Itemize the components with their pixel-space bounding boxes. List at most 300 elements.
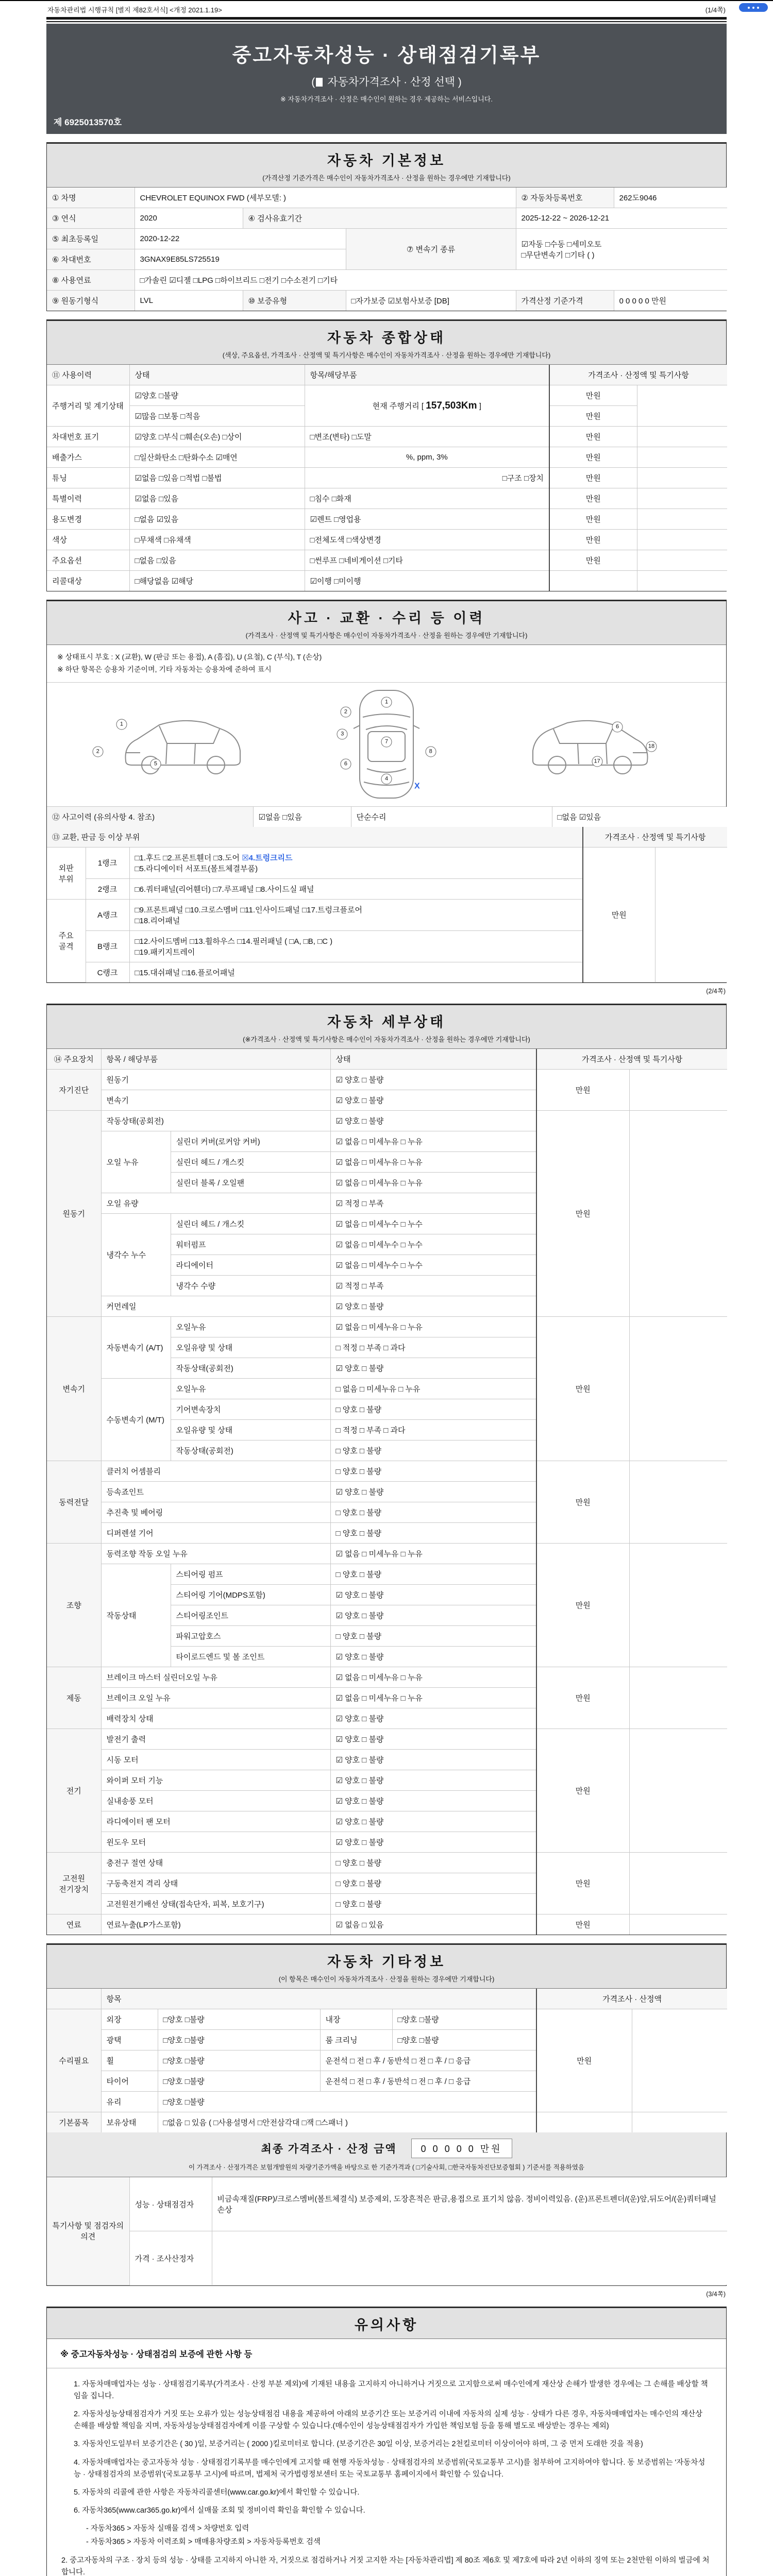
accident-history-label: ⑫ 사고이력 (유의사항 4. 참조) [47, 807, 253, 827]
group-engine: 원동기 [47, 1111, 101, 1317]
law-reference: 자동차관리법 시행규칙 [별지 제82호서식] <개정 2021.1.19> [47, 6, 222, 14]
status-cell: ☑ 양호 □ 불량 [330, 1358, 536, 1379]
notice-header [47, 2308, 726, 2339]
note-transmission [629, 1317, 727, 1461]
badge-dot-icon [748, 7, 750, 9]
basic-info-table [47, 188, 727, 311]
glass-label: 유리 [101, 2092, 158, 2112]
item: 브레이크 오일 누유 [101, 1688, 330, 1708]
inspector-opinion: 비금속재질(FRP)/크로스멤버(볼트체결식) 보증제외, 도장흔적은 판금,용접으로 표기치 않음. 정비이력있음. (운)프론트펜더/(운)앞,뒤도어/(운)쿼터패널 손상 [212, 2177, 727, 2231]
top-rule-thick [46, 17, 727, 20]
notice-sec1-title: ※ 중고자동차성능 · 상태점검의 보증에 관한 사항 등 [47, 2339, 726, 2368]
document-title: 중고자동차성능 · 상태점검기록부 [232, 45, 541, 66]
item: 실린더 커버(로커암 커버) [171, 1131, 330, 1152]
recall-state: □해당없음 ☑해당 [129, 571, 305, 591]
final-price-note: 이 가격조사 · 산정가격은 보험개발원의 차량기준가액을 바탕으로 한 기준가격과 ( □기술사회, □한국자동차진단보증협회 ) 기준서를 적용하였음 [189, 2164, 584, 2172]
price-powertrain: 만원 [536, 1461, 629, 1544]
rankA-line2: □18.리어패널 [135, 916, 180, 925]
top-right-badge[interactable] [739, 3, 768, 12]
item: 배력장치 상태 [101, 1708, 330, 1729]
options-item: □썬루프 □네비게이션 □기타 [305, 550, 549, 571]
emission-label: 배출가스 [47, 447, 129, 468]
notice-sec1-body [47, 2368, 726, 2576]
vin-mark-label: 차대번호 표기 [47, 427, 129, 447]
status-cell: ☑ 양호 □ 불량 [330, 1750, 536, 1770]
diagram-part-number: 7 [381, 736, 392, 747]
status-cell: ☑ 양호 □ 불량 [330, 1647, 536, 1667]
mileage-label: 주행거리 및 계기상태 [47, 385, 129, 427]
status-cell: □ 양호 □ 불량 [330, 1626, 536, 1647]
item: 스티어링 기어(MDPS포함) [171, 1585, 330, 1605]
status-cell: ☑ 없음 □ 미세누유 □ 누유 [330, 1131, 536, 1152]
notice-title: 유의사항 [354, 2317, 419, 2333]
notice-sec1-dash-list [47, 2523, 726, 2548]
engine-type-label: ⑨ 원동기형식 [47, 291, 135, 311]
base-price-label: 가격산정 기준가격 [516, 291, 614, 311]
interior-state: □양호 □불량 [392, 2009, 536, 2030]
vin-mark-state: ☑양호 □부식 □훼손(오손) □상이 [129, 427, 305, 447]
status-cell: □ 양호 □ 불량 [330, 1502, 536, 1523]
model-year-value: 2020 [135, 208, 243, 229]
exterior-state: □양호 □불량 [158, 2009, 320, 2030]
note-powertrain [629, 1461, 727, 1544]
note-fuel [629, 1914, 727, 1935]
possession-label: 보유상태 [101, 2112, 158, 2133]
col-item: 항목/해당부품 [305, 365, 549, 385]
panel-frame-table [47, 827, 727, 983]
status-cell: ☑ 양호 □ 불량 [330, 1708, 536, 1729]
options-note [637, 550, 727, 571]
status-cell: ☑ 없음 □ 미세누유 □ 누유 [330, 1667, 536, 1688]
panel-header: ⑬ 교환, 판금 등 이상 부위 [47, 827, 583, 848]
detail-title: 자동차 세부상태 [327, 1014, 446, 1030]
section-other-info [46, 1943, 727, 2286]
color-note [637, 530, 727, 550]
status-cell: ☑ 양호 □ 불량 [330, 1585, 536, 1605]
overall-table [47, 365, 727, 591]
appraiser-opinion [212, 2231, 727, 2285]
price-selfdiag: 만원 [536, 1070, 629, 1111]
note-electrical [629, 1729, 727, 1853]
item: 추진축 및 베어링 [101, 1502, 330, 1523]
accident-subtitle: (가격조사 · 산정액 및 특기사항은 매수인이 자동차가격조사 · 산정을 원하는 경우에만 기재합니다) [245, 632, 528, 639]
vin-label: ⑥ 차대번호 [47, 249, 135, 270]
basic-items-note [632, 2112, 727, 2133]
item: 구동축전지 격리 상태 [101, 1873, 330, 1894]
status-cell: ☑ 양호 □ 불량 [330, 1605, 536, 1626]
sub-coolant-leak: 냉각수 누수 [101, 1214, 171, 1296]
section-overall-condition [46, 319, 727, 591]
mileage-post: ] [477, 401, 481, 411]
color-label: 색상 [47, 530, 129, 550]
diagram-part-number: 5 [150, 758, 161, 769]
col-part: 항목 / 해당부품 [101, 1049, 330, 1070]
group-steering: 조향 [47, 1544, 101, 1667]
reg-no-value: 262도9046 [614, 188, 727, 208]
notice-item: 2. 자동차성능상태점검자가 거짓 또는 오류가 있는 성능상태점검 내용을 제공하여 아래의 보증기간 또는 보증거리 이내에 자동차의 실제 성능 · 상태가 다른 경우, 자동차매매업자는 매수인의 재산상 손해를 배상할 책임을 지며, 자동차성능상태점검자에게 이를 구상할 수 있습니다.(매수인이 성능상태점검자가 가입한 책임보험 등을 통해 별도로 배상받는 경우는 제외) [74, 2410, 703, 2431]
emission-state: □일산화탄소 □탄화수소 ☑매연 [129, 447, 305, 468]
item: 충전구 절연 상태 [101, 1853, 330, 1873]
item: 워터펌프 [171, 1234, 330, 1255]
status-cell: ☑ 양호 □ 불량 [330, 1070, 536, 1090]
rank1-line2: □5.라디에이터 서포트(볼트체결부품) [135, 864, 258, 873]
col-detail-state: 상태 [330, 1049, 536, 1070]
sub-mt: 수동변속기 (M/T) [101, 1379, 171, 1461]
recall-note [637, 571, 727, 591]
tuning-note [637, 468, 727, 488]
inspection-valid-label: ④ 검사유효기간 [243, 208, 516, 229]
diagram-part-number: 6 [612, 721, 623, 732]
recall-label: 리콜대상 [47, 571, 129, 591]
panel-price-header: 가격조사 · 산정액 및 특기사항 [583, 827, 727, 848]
note-steering [629, 1544, 727, 1667]
item: 오일유량 및 상태 [171, 1420, 330, 1440]
basic-items-price [536, 2112, 632, 2133]
item: 등속죠인트 [101, 1482, 330, 1502]
diagram-part-number: 3 [337, 729, 348, 740]
status-cell: ☑ 없음 □ 미세누유 □ 누유 [330, 1688, 536, 1708]
final-price-amount: 0 0 0 0 0 만원 [411, 2139, 512, 2158]
transmission-label: ⑦ 변속기 종류 [346, 229, 516, 270]
page-number-3: (3/4쪽) [706, 2290, 726, 2298]
options-label: 주요옵션 [47, 550, 129, 571]
status-cell: □ 적정 □ 부족 □ 과다 [330, 1420, 536, 1440]
tuning-item: □구조 □장치 [305, 468, 549, 488]
col-device: ⑭ 주요장치 [47, 1049, 101, 1070]
mileage-price-1: 만원 [549, 385, 637, 406]
notice-item: 3. 자동차인도일부터 보증기간은 ( 30 )일, 보증거리는 ( 2000 )킬로미터로 합니다. (보증기간은 30일 이상, 보증거리는 2천킬로미터 이상이어야 하며, 그 중 먼저 도래한 것을 적용) [74, 2440, 643, 2449]
color-item: □전체도색 □색상변경 [305, 530, 549, 550]
diagram-part-number: 1 [381, 697, 392, 707]
vin-mark-note [637, 427, 727, 447]
item: 작동상태(공회전) [171, 1440, 330, 1461]
item: 오일누유 [171, 1379, 330, 1399]
warranty-type-value: □자가보증 ☑보험사보증 [DB] [346, 291, 516, 311]
item: 작동상태(공회전) [101, 1111, 330, 1131]
item: 연료누출(LP가스포함) [101, 1914, 330, 1935]
transmission-value [516, 229, 727, 270]
rankB-label: B랭크 [86, 930, 129, 962]
legend-line-1: ※ 상태표시 부호 : X (교환), W (판금 또는 용접), A (흠집), U (요철), C (부식), T (손상) [57, 653, 322, 661]
outer-panel-label: 외판 부위 [47, 847, 86, 899]
detail-subtitle: (※가격조사 · 산정액 및 특기사항은 매수인이 자동차가격조사 · 산정을 원하는 경우에만 기재합니다) [243, 1036, 530, 1044]
vin-value: 3GNAX9E85LS725519 [135, 249, 346, 270]
model-year-label: ③ 연식 [47, 208, 135, 229]
wheel-label: 휠 [101, 2050, 158, 2071]
tuning-state: ☑없음 □있음 □적법 □불법 [129, 468, 305, 488]
fuel-label: ⑧ 사용연료 [47, 270, 135, 291]
options-state: □없음 □있음 [129, 550, 305, 571]
color-state: □무채색 □유채색 [129, 530, 305, 550]
notice-item: 1. 자동차매매업자는 성능 · 상태점검기록부(가격조사 · 산정 부분 제외)에 기재된 내용을 고지하지 아니하거나 거짓으로 고지함으로써 매수인에게 재산상 손해가 발생한 경우에는 그 손해를 배상할 책임을 집니다. [74, 2380, 708, 2400]
item: 클러치 어셈블리 [101, 1461, 330, 1482]
item: 커먼레일 [101, 1296, 330, 1317]
selected-checkbox-icon [316, 78, 323, 87]
inspection-valid-value: 2025-12-22 ~ 2026-12-21 [516, 208, 727, 229]
rankB-items [129, 930, 583, 962]
item: 스티어링 펌프 [171, 1564, 330, 1585]
page-number-2: (2/4쪽) [706, 988, 726, 995]
notice-item: 6. 자동차365(www.car365.go.kr)에서 실매물 조회 및 정비이력 확인을 확인할 수 있습니다. [74, 2506, 365, 2515]
group-powertrain: 동력전달 [47, 1461, 101, 1544]
status-cell: ☑ 없음 □ 미세누유 □ 누유 [330, 1152, 536, 1173]
accident-title: 사고 · 교환 · 수리 등 이력 [288, 611, 485, 626]
group-electrical: 전기 [47, 1729, 101, 1853]
detail-table [47, 1049, 727, 1935]
mileage-note [637, 385, 727, 427]
col-price: 가격조사 · 산정액 및 특기사항 [549, 365, 727, 385]
group-selfdiag: 자기진단 [47, 1070, 101, 1111]
rankA-line1: □9.프론트패널 □10.크로스멤버 □11.인사이드패널 □17.트렁크플로어 [135, 905, 362, 914]
item: 라디에이터 팬 모터 [101, 1811, 330, 1832]
warranty-type-label: ⑩ 보증유형 [243, 291, 346, 311]
sub-steer-work: 작동상태 [101, 1564, 171, 1667]
detail-header [47, 1005, 726, 1049]
status-cell: □ 양호 □ 불량 [330, 1564, 536, 1585]
status-cell: ☑ 양호 □ 불량 [330, 1770, 536, 1791]
rankC-items: □15.대쉬패널 □16.플로어패널 [129, 962, 583, 982]
item: 발전기 출력 [101, 1729, 330, 1750]
status-cell: ☑ 없음 □ 미세누수 □ 누수 [330, 1214, 536, 1234]
fuel-options: □가솔린 ☑디젤 □LPG □하이브리드 □전기 □수소전기 □기타 [135, 270, 727, 291]
status-cell: ☑ 없음 □ 미세누수 □ 누수 [330, 1255, 536, 1276]
wheel-detail: 운전석 □ 전 □ 후 / 동반석 □ 전 □ 후 / □ 응급 [320, 2050, 536, 2071]
inspector-label: 성능 · 상태점검자 [129, 2177, 212, 2231]
document-subtitle [46, 74, 727, 89]
special-history-price: 만원 [549, 488, 637, 509]
engine-type-value: LVL [135, 291, 243, 311]
section-detail-condition [46, 1004, 727, 1935]
item: 디퍼렌셜 기어 [101, 1523, 330, 1544]
note-highvoltage [629, 1853, 727, 1914]
emission-price: 만원 [549, 447, 637, 468]
item: 실린더 블록 / 오일팬 [171, 1173, 330, 1193]
notice-item: 5. 자동차의 리콜에 관한 사항은 자동차리콜센터(www.car.go.kr)에서 확인할 수 있습니다. [74, 2488, 360, 2497]
overall-subtitle: (색상, 주요옵션, 가격조사 · 산정액 및 특기사항은 매수인이 자동차가격조사 · 산정을 원하는 경우에만 기재합니다) [222, 351, 551, 359]
basic-info-header [47, 144, 726, 188]
item: 스티어링조인트 [171, 1605, 330, 1626]
status-cell: ☑ 양호 □ 불량 [330, 1832, 536, 1853]
status-cell: ☑ 양호 □ 불량 [330, 1090, 536, 1111]
item: 실린더 헤드 / 개스킷 [171, 1152, 330, 1173]
badge-dot-icon [752, 7, 754, 9]
repair-price: 만원 [536, 2009, 632, 2112]
subtitle-paren: ( [311, 76, 315, 88]
accident-summary-table [47, 807, 727, 827]
item: 원동기 [101, 1070, 330, 1090]
diagram-part-number: 1 [116, 719, 127, 730]
roomcleaning-state: □양호 □불량 [392, 2030, 536, 2050]
status-cell: ☑ 없음 □ 미세누수 □ 누수 [330, 1234, 536, 1255]
item: 와이퍼 모터 기능 [101, 1770, 330, 1791]
item: 오일누유 [171, 1317, 330, 1337]
diagram-part-number: 8 [425, 746, 436, 757]
repair-needed-label: 수리필요 [47, 2009, 101, 2112]
options-price: 만원 [549, 550, 637, 571]
notice-sec1-list [47, 2379, 726, 2517]
item: 브레이크 마스터 실린더오일 누유 [101, 1667, 330, 1688]
tire-state: □양호 □불량 [158, 2071, 320, 2092]
rankC-label: C랭크 [86, 962, 129, 982]
state-code-legend [47, 645, 726, 683]
status-cell: ☑ 없음 □ 미세누유 □ 누유 [330, 1544, 536, 1564]
base-price-value: 0 0 0 0 0 만원 [614, 291, 727, 311]
simple-repair-state: □없음 ☑있음 [552, 807, 727, 827]
mileage-value: 157,503Km [426, 400, 477, 411]
overall-header [47, 321, 726, 365]
exterior-label: 외장 [101, 2009, 158, 2030]
document [46, 1, 727, 2576]
item: 라디에이터 [171, 1255, 330, 1276]
car-name-label: ① 차명 [47, 188, 135, 208]
use-change-state: □없음 ☑있음 [129, 509, 305, 530]
final-price-label: 최종 가격조사 · 산정 금액 [261, 2143, 397, 2156]
status-cell: □ 양호 □ 불량 [330, 1523, 536, 1544]
final-price-band [47, 2132, 726, 2177]
item: 작동상태(공회전) [171, 1358, 330, 1379]
status-cell: □ 양호 □ 불량 [330, 1461, 536, 1482]
sub-at: 자동변속기 (A/T) [101, 1317, 171, 1379]
mileage-state-2: ☑많음 □보통 □적음 [129, 406, 305, 427]
other-subtitle: (이 항목은 매수인이 자동차가격조사 · 산정을 원하는 경우에만 기재합니다) [278, 1975, 495, 1984]
rank1-label: 1랭크 [86, 847, 129, 878]
status-cell: □ 양호 □ 불량 [330, 1853, 536, 1873]
notice-item: - 자동차365 > 자동차 이력조회 > 매매용차량조회 > 자동차등록번호 검색 [86, 2538, 321, 2547]
status-cell: ☑ 적정 □ 부족 [330, 1193, 536, 1214]
status-cell: ☑ 양호 □ 불량 [330, 1791, 536, 1811]
mileage-state-1: ☑양호 □불량 [129, 385, 305, 406]
item: 오일 유량 [101, 1193, 330, 1214]
masthead [46, 24, 727, 110]
other-col-item: 항목 [101, 1989, 536, 2009]
special-history-note [637, 488, 727, 509]
item: 오일유량 및 상태 [171, 1337, 330, 1358]
rankA-items [129, 899, 583, 930]
main-frame-label: 주요 골격 [47, 899, 86, 982]
col-state: 상태 [129, 365, 305, 385]
rankB-line2: □19.패키지트레이 [135, 947, 195, 957]
car-front-quarter-view-icon [110, 703, 249, 786]
recall-price [549, 571, 637, 591]
rank2-items: □6.쿼터패널(리어휀더) □7.루프패널 □8.사이드실 패널 [129, 878, 583, 899]
section-accident-history [46, 600, 727, 983]
subtitle-text: 자동차가격조사 · 산정 선택 ) [327, 76, 462, 88]
item: 고전원전기배선 상태(접속단자, 피복, 보호기구) [101, 1894, 330, 1914]
vin-mark-item: □변조(변타) □도말 [305, 427, 549, 447]
wheel-state: □양호 □불량 [158, 2050, 320, 2071]
document-meta [46, 1, 727, 16]
car-rear-quarter-view-icon [524, 703, 663, 786]
group-fuel: 연료 [47, 1914, 101, 1935]
item: 실내송풍 모터 [101, 1791, 330, 1811]
rank2-label: 2랭크 [86, 878, 129, 899]
diagram-part-number: 17 [592, 756, 602, 767]
roomcleaning-label: 룸 크리닝 [320, 2030, 392, 2050]
section-notice [46, 2307, 727, 2576]
rankA-label: A랭크 [86, 899, 129, 930]
col-use-history: ⑪ 사용이력 [47, 365, 129, 385]
diagram-part-number: 4 [381, 773, 392, 784]
notice-item: 2. 중고자동차의 구조 · 장치 등의 성능 · 상태를 고지하지 아니한 자, 거짓으로 점검하거나 거짓 고지한 자는 [자동차관리법] 제 80조 제6호 및 제7호에 따라 2년 이하의 징역 또는 2천만원 이하의 벌금에 처합니다. [61, 2556, 710, 2576]
possession-state: □없음 □ 있음 ( □사용설명서 □안전삼각대 □잭 □스패너 ) [158, 2112, 536, 2133]
notice-main-list [47, 2555, 726, 2576]
status-cell: ☑ 없음 □ 미세누유 □ 누유 [330, 1173, 536, 1193]
item: 냉각수 수량 [171, 1276, 330, 1296]
opinion-table [47, 2177, 727, 2285]
transmission-options-2: □무단변속기 □기타 ( ) [521, 250, 595, 260]
other-header [47, 1945, 726, 1989]
item: 기어변속장치 [171, 1399, 330, 1420]
status-cell: □ 없음 □ 미세누유 □ 누유 [330, 1379, 536, 1399]
status-cell: ☑ 적정 □ 부족 [330, 1276, 536, 1296]
accident-history-state: ☑없음 □있음 [253, 807, 351, 827]
note-engine [629, 1111, 727, 1317]
status-cell: □ 양호 □ 불량 [330, 1873, 536, 1894]
status-cell: ☑ 없음 □ 미세누유 □ 누유 [330, 1317, 536, 1337]
use-change-note [637, 509, 727, 530]
badge-dot-icon [757, 7, 759, 9]
item: 타이로드엔드 및 볼 조인트 [171, 1647, 330, 1667]
use-change-price: 만원 [549, 509, 637, 530]
legend-line-2: ※ 하단 항목은 승용차 기준이며, 기타 자동차는 승용차에 준하여 표시 [57, 665, 272, 673]
diagram-part-number: 2 [340, 707, 351, 718]
section-basic-info [46, 142, 727, 311]
rankB-line1: □12.사이드멤버 □13.휠하우스 □14.필러패널 ( □A, □B, □C ) [135, 937, 333, 946]
repair-note [632, 2009, 727, 2112]
price-highvoltage: 만원 [536, 1853, 629, 1914]
special-history-label: 특별이력 [47, 488, 129, 509]
document-note: ※ 자동차가격조사 · 산정은 매수인이 원하는 경우 제공하는 서비스입니다. [280, 95, 493, 103]
status-cell: □ 적정 □ 부족 □ 과다 [330, 1337, 536, 1358]
rank1-pre: □1.후드 □2.프론트휀더 □3.도어 [135, 853, 242, 862]
group-transmission: 변속기 [47, 1317, 101, 1461]
panel-note [655, 847, 727, 982]
special-history-item: □침수 □화재 [305, 488, 549, 509]
item: 윈도우 모터 [101, 1832, 330, 1853]
damage-marker-x: X [414, 782, 420, 791]
status-cell: ☑ 양호 □ 불량 [330, 1111, 536, 1131]
appraiser-label: 가격 · 조사산정자 [129, 2231, 212, 2285]
diagram-part-number: 18 [646, 741, 657, 752]
mileage-pre: 현재 주행거리 [ [372, 401, 426, 411]
status-cell: ☑ 없음 □ 있음 [330, 1914, 536, 1935]
diagram-part-number: 2 [92, 746, 103, 757]
item: 변속기 [101, 1090, 330, 1111]
document-number: 제 6925013570호 [46, 110, 727, 134]
price-transmission: 만원 [536, 1317, 629, 1461]
notice-item: - 자동차365 > 자동차 실매물 검색 > 차량번호 입력 [86, 2524, 249, 2533]
diagram-part-number: 6 [340, 758, 351, 769]
interior-label: 내장 [320, 2009, 392, 2030]
transmission-options-1: ☑자동 □수동 □세미오토 [521, 240, 602, 249]
other-col-blank [47, 1989, 101, 2009]
recall-item: ☑이행 □미이행 [305, 571, 549, 591]
color-price: 만원 [549, 530, 637, 550]
tire-detail: 운전석 □ 전 □ 후 / 동반석 □ 전 □ 후 / □ 응급 [320, 2071, 536, 2092]
tuning-label: 튜닝 [47, 468, 129, 488]
price-fuel: 만원 [536, 1914, 629, 1935]
polish-label: 광택 [101, 2030, 158, 2050]
emission-note [637, 447, 727, 468]
reg-no-label: ② 자동차등록번호 [516, 188, 614, 208]
glass-state: □양호 □불량 [158, 2092, 536, 2112]
price-steering: 만원 [536, 1544, 629, 1667]
item: 실린더 헤드 / 개스킷 [171, 1214, 330, 1234]
special-history-state: ☑없음 □있음 [129, 488, 305, 509]
tire-label: 타이어 [101, 2071, 158, 2092]
item: 동력조향 작동 오일 누유 [101, 1544, 330, 1564]
item: 파워고압호스 [171, 1626, 330, 1647]
